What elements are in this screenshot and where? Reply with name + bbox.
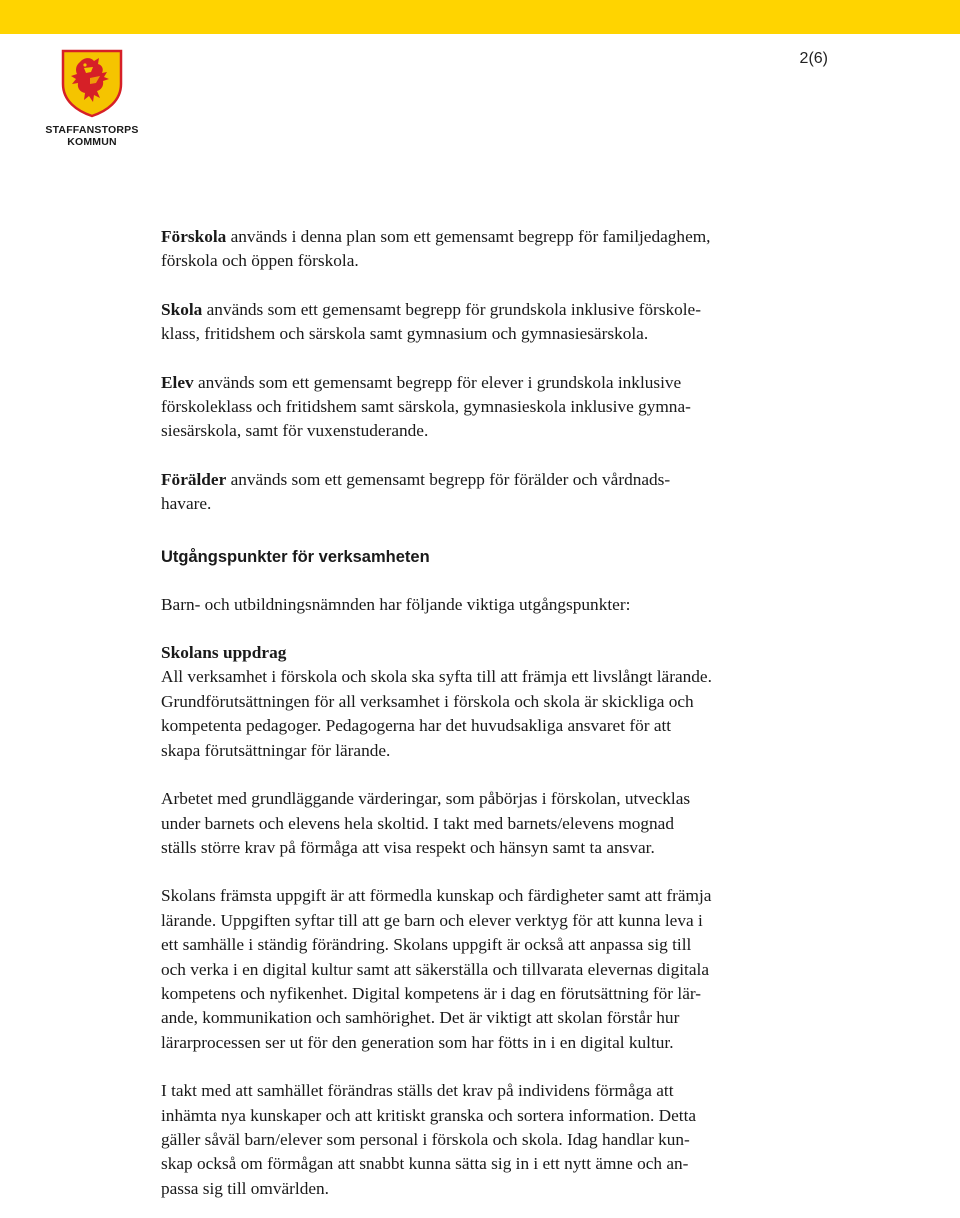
definition-term: Förälder bbox=[161, 469, 227, 489]
definition-text: används i denna plan som ett gemensamt begrepp för familjedaghem, förskola och öppen förskola. bbox=[161, 227, 711, 271]
section-intro: Barn- och utbildningsnämnden har följande viktiga utgångspunkter: bbox=[161, 594, 631, 614]
municipality-logo bbox=[40, 48, 144, 153]
definition-text: används som ett gemensamt begrepp för grundskola inklusive förskole- klass, fritidshem och särskola samt gymnasium och gymnasiesärskola. bbox=[161, 299, 701, 344]
definition-text: används som ett gemensamt begrepp för elever i grundskola inklusive förskoleklass och fritidshem samt särskola, gymnasieskola inklusive gymna- siesärskola, samt för vuxenstuderande. bbox=[161, 372, 691, 441]
body-paragraph: Arbetet med grundläggande värderingar, som påbörjas i förskolan, utvecklas under barnets och elevens hela skoltid. I takt med barnets/elevens mognad ställs större krav på förmåga att visa respekt och hänsyn samt ta ansvar. bbox=[161, 789, 691, 857]
top-accent-bar bbox=[0, 0, 960, 34]
document-body bbox=[161, 225, 851, 1201]
body-paragraph: Skolans främsta uppgift är att förmedla kunskap och färdigheter samt att främja lärande. Uppgiften syftar till att ge barn och elever verktyg för att kunna leva i ett samhälle i ständig förändring. Skolans uppgift är också att anpassa sig till och verka i en digital kultur samt att säkerställa och tillvarata elevernas digitala kompetens och nyfikenhet. Digital kompetens är i dag en förutsättning för lär- ande, kommunikation och samhörighet. Det är viktigt att skolan förstår hur lärarprocessen ser ut för den generation som har fötts in i en digital kultur. bbox=[161, 886, 712, 1052]
definition-term: Skola bbox=[161, 299, 203, 319]
definition-foralder bbox=[161, 468, 851, 517]
body-paragraph: All verksamhet i förskola och skola ska syfta till att främja ett livslångt lärande. Grundförutsättningen för all verksamhet i förskola och skola är skickliga och kompetenta pedagoger. Pedagogerna har det huvudsakliga ansvaret för att skapa förutsättningar för lärande. bbox=[161, 667, 712, 760]
page-number: 2(6) bbox=[799, 50, 828, 67]
body-paragraph: I takt med att samhället förändras ställs det krav på individens förmåga att inhämta nya kunskaper och att kritiskt granska och sortera information. Detta gäller såväl barn/elever som personal i förskola och skola. Idag handlar kun- skap också om förmågan att snabbt kunna sätta sig in i ett nytt ämne och an- passa sig till omvärlden. bbox=[161, 1081, 697, 1198]
definition-term: Elev bbox=[161, 372, 194, 392]
definition-text: används som ett gemensamt begrepp för förälder och vårdnads- havare. bbox=[161, 469, 671, 514]
griffin-shield-icon bbox=[60, 48, 124, 118]
definition-skola bbox=[161, 298, 851, 347]
logo-line-2: KOMMUN bbox=[67, 136, 117, 148]
definition-term: Förskola bbox=[161, 227, 227, 246]
subheading-skolans-uppdrag: Skolans uppdrag bbox=[161, 643, 287, 663]
section-heading: Utgångspunkter för verksamheten bbox=[161, 547, 430, 566]
logo-text bbox=[40, 124, 144, 148]
logo-line-1: STAFFANSTORPS bbox=[45, 124, 139, 136]
definition-forskola bbox=[161, 225, 851, 274]
definition-elev bbox=[161, 371, 851, 444]
